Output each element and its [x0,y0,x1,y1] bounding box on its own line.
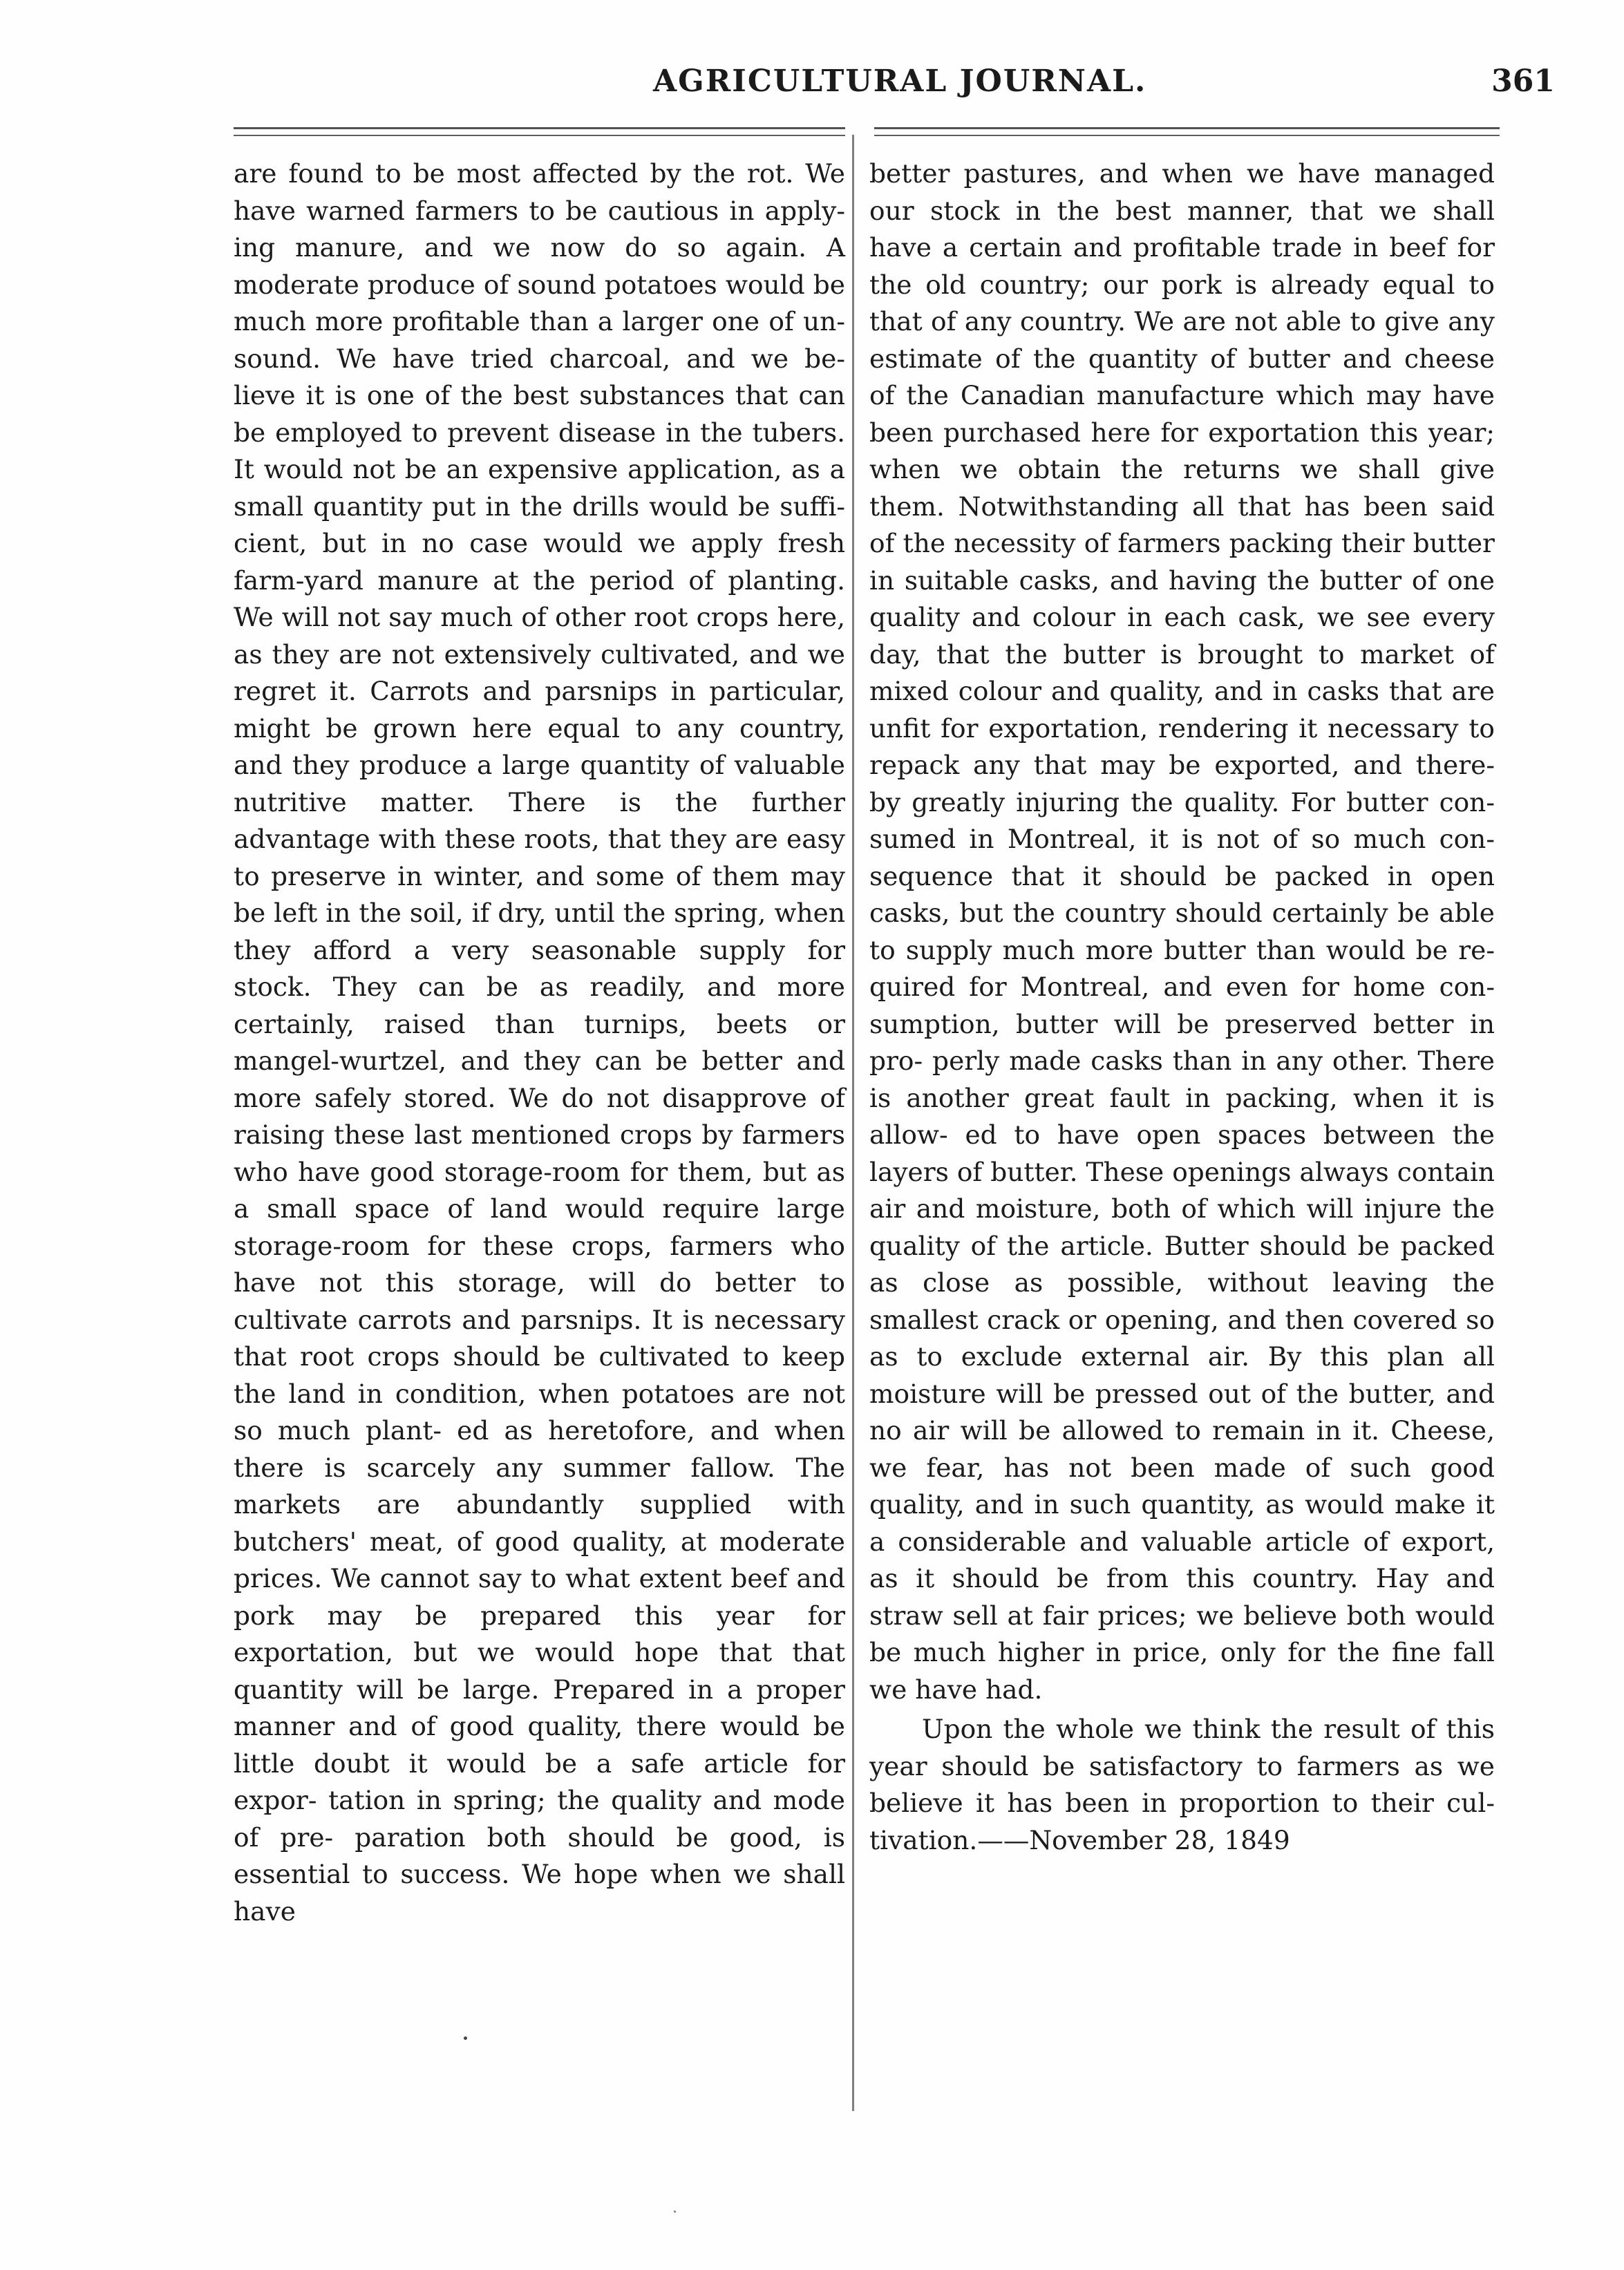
right-column-paragraph-two: Upon the whole we think the result of this year should be satisfactory to farmers as we believe it has been in proportion to their cul- tivation.——November 28, 1849 [869,1714,1495,1855]
right-header-rule [874,127,1500,136]
right-column-paragraph-one: better pastures, and when we have managed our stock in the best manner, that we shall have a certain and profitable trade in beef for the old country; our pork is already equal to that of any country. We are not able to give any estimate of the quantity of butter and cheese of the Canadian manufacture which may have been purchased here for exportation this year; when we obtain the returns we shall give them. Notwithstanding all that has been said of the necessity of farmers packing their butter in suitable casks, and having the butter of one quality and colour in each cask, we see every day, that the butter is brought to market of mixed colour and quality, and in casks that are unfit for exportation, rendering it necessary to repack any that may be exported, and there- by greatly injuring the quality. For butter con- sumed in Montreal, it is not of so much con- sequence that it should be packed in open casks, but the country should certainly be able to supply much more butter than would be re- quired for Montreal, and even for home con- sumption, butter will be preserved better in pro- perly made casks than in any other. There is another great fault in packing, when it is allow- ed to have open spaces between the layers of butter. These openings always contain air and moisture, both of which will injure the quality of the article. Butter should be packed as close as possible, without leaving the smallest crack or opening, and then covered so as to exclude external air. By this plan all moisture will be pressed out of the butter, and no air will be allowed to remain in it. Cheese, we fear, has not been made of such good quality, and in such quantity, as would make it a considerable and valuable article of export, as it should be from this country. Hay and straw sell at fair prices; we believe both would be much higher in price, only for the fine fall we have had. [869,158,1495,1705]
column-divider [852,135,854,2111]
page-header [574,64,1555,126]
left-header-rule [234,127,845,136]
scan-speck [464,2036,467,2040]
journal-title: AGRICULTURAL JOURNAL. [653,64,1147,99]
left-article-column [234,155,845,1930]
page-number: 361 [1491,64,1555,99]
right-article-column [869,155,1495,1859]
scan-speck [674,2211,676,2213]
left-column-text: are found to be most affected by the rot. We have warned farmers to be cautious in apply- ing manure, and we now do so again. A moderate produce of sound potatoes would be much more profitable than a larger one of un- sound. We have tried charcoal, and we be- lieve it is one of the best substances that can be employed to prevent disease in the tubers. It would not be an expensive application, as a small quantity put in the drills would be suffi- cient, but in no case would we apply fresh farm-yard manure at the period of planting. We will not say much of other root crops here, as they are not extensively cultivated, and we regret it. Carrots and parsnips in particular, might be grown here equal to any country, and they produce a large quantity of valuable nutritive matter. There is the further advantage with these roots, that they are easy to preserve in winter, and some of them may be left in the soil, if dry, until the spring, when they afford a very seasonable supply for stock. They can be as readily, and more certainly, raised than turnips, beets or mangel-wurtzel, and they can be better and more safely stored. We do not disapprove of raising these last mentioned crops by farmers who have good storage-room for them, but as a small space of land would require large storage-room for these crops, farmers who have not this storage, will do better to cultivate carrots and parsnips. It is necessary that root crops should be cultivated to keep the land in condition, when potatoes are not so much plant- ed as heretofore, and when there is scarcely any summer fallow. The markets are abundantly supplied with butchers' meat, of good quality, at moderate prices. We cannot say to what extent beef and pork may be prepared this year for exportation, but we would hope that that quantity will be large. Prepared in a proper manner and of good quality, there would be little doubt it would be a safe article for expor- tation in spring; the quality and mode of pre- paration both should be good, is essential to success. We hope when we shall have [234,158,845,1927]
